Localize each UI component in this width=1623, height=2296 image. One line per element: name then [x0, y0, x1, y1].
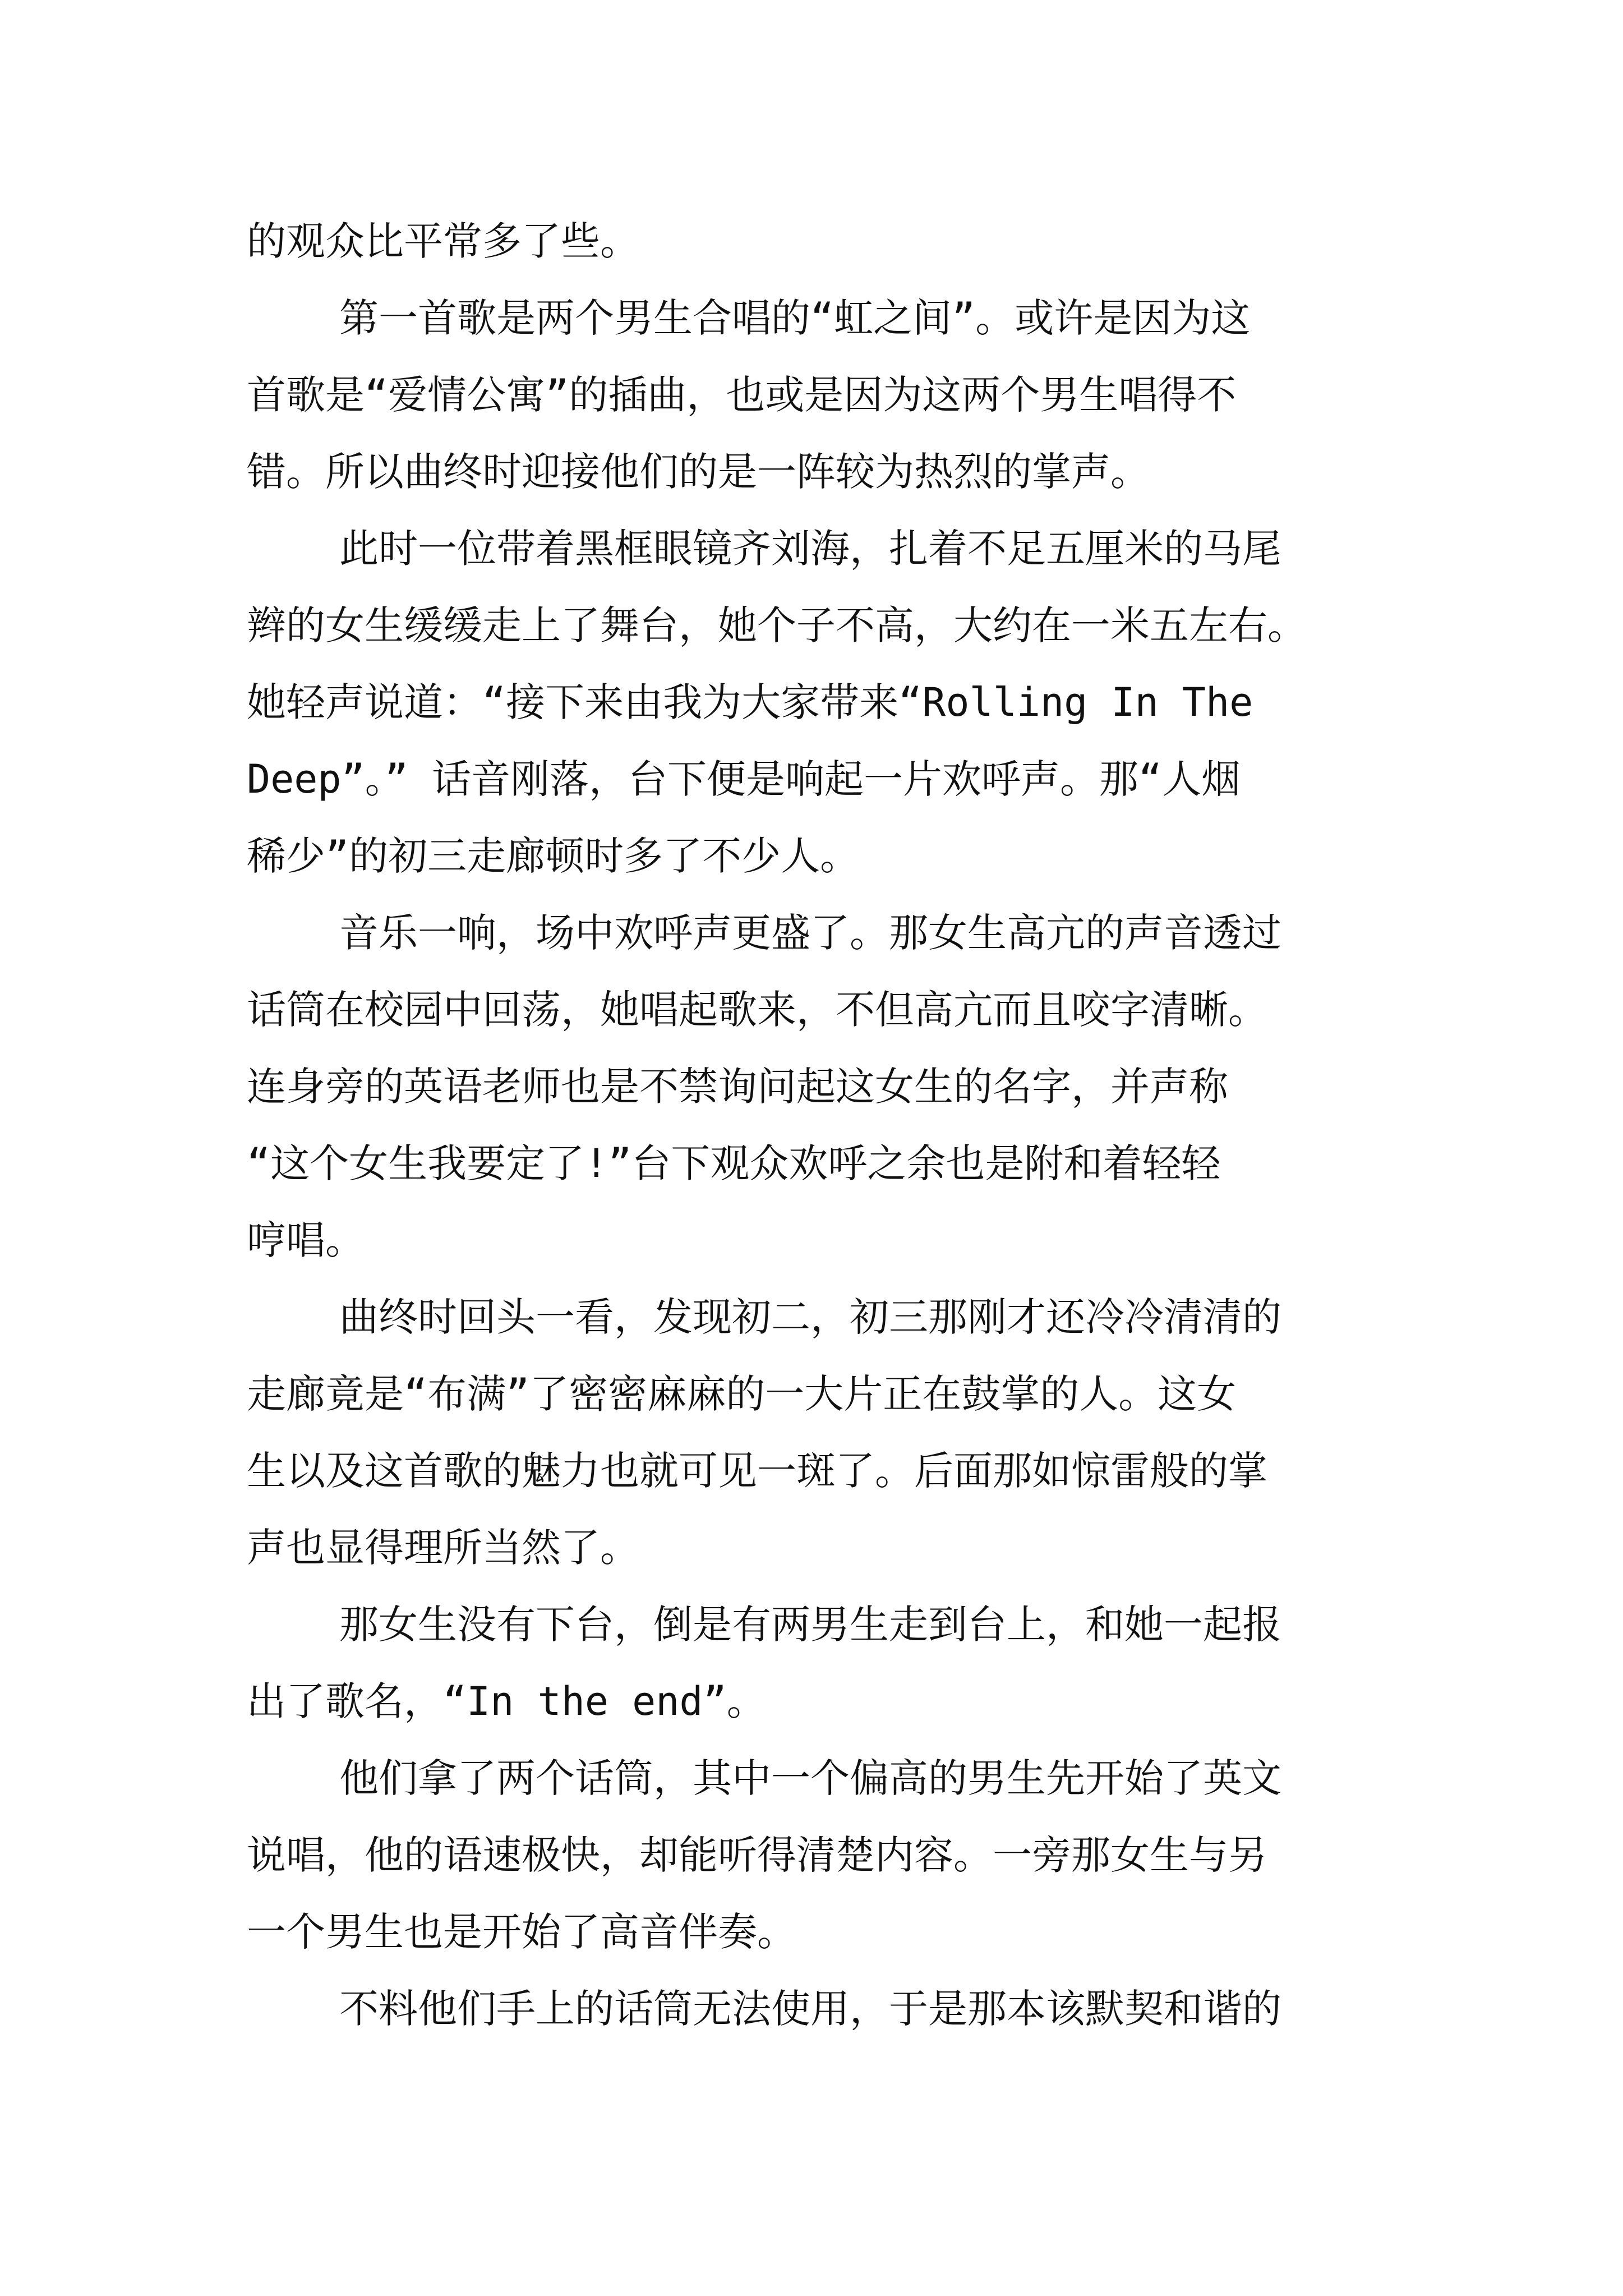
- text-line: 辫的女生缓缓走上了舞台，她个子不高，大约在一米五左右。: [247, 602, 1307, 648]
- text-line: 生以及这首歌的魅力也就可见一斑了。后面那如惊雷般的掌: [247, 1448, 1267, 1494]
- text-line: 的观众比平常多了些。: [247, 218, 639, 264]
- text-line: 稀少”的初三走廊顿时多了不少人。: [247, 833, 860, 879]
- text-line: 此时一位带着黑框眼镜齐刘海，扎着不足五厘米的马尾: [339, 526, 1281, 572]
- text-line: 错。所以曲终时迎接他们的是一阵较为热烈的掌声。: [247, 449, 1150, 495]
- text-line: 一个男生也是开始了高音伴奏。: [247, 1909, 796, 1955]
- text-line: 音乐一响，场中欢呼声更盛了。那女生高亢的声音透过: [339, 910, 1281, 956]
- text-line: 她轻声说道：“接下来由我为大家带来“Rolling In The: [247, 679, 1253, 725]
- text-line: 曲终时回头一看，发现初二，初三那刚才还冷冷清清的: [339, 1294, 1281, 1340]
- text-line: Deep”。” 话音刚落，台下便是响起一片欢呼声。那“人烟: [247, 756, 1241, 802]
- text-line: 话筒在校园中回荡，她唱起歌来，不但高亢而且咬字清晰。: [247, 987, 1267, 1033]
- text-line: 出了歌名，“In the end”。: [247, 1678, 766, 1724]
- text-line: 不料他们手上的话筒无法使用，于是那本该默契和谐的: [339, 1986, 1281, 2032]
- text-line: 第一首歌是两个男生合唱的“虹之间”。或许是因为这: [339, 295, 1251, 341]
- text-line: “这个女生我要定了!”台下观众欢呼之余也是附和着轻轻: [247, 1140, 1221, 1186]
- text-line: 连身旁的英语老师也是不禁询问起这女生的名字，并声称: [247, 1064, 1228, 1110]
- text-line: 那女生没有下台，倒是有两男生走到台上，和她一起报: [339, 1602, 1281, 1648]
- text-line: 声也显得理所当然了。: [247, 1525, 639, 1571]
- text-line: 他们拿了两个话筒，其中一个偏高的男生先开始了英文: [339, 1755, 1281, 1801]
- text-line: 走廊竟是“布满”了密密麻麻的一大片正在鼓掌的人。这女: [247, 1371, 1237, 1417]
- text-line: 说唱，他的语速极快，却能听得清楚内容。一旁那女生与另: [247, 1832, 1267, 1878]
- text-line: 哼唱。: [247, 1217, 365, 1263]
- text-line: 首歌是“爱情公寓”的插曲，也或是因为这两个男生唱得不: [247, 372, 1237, 418]
